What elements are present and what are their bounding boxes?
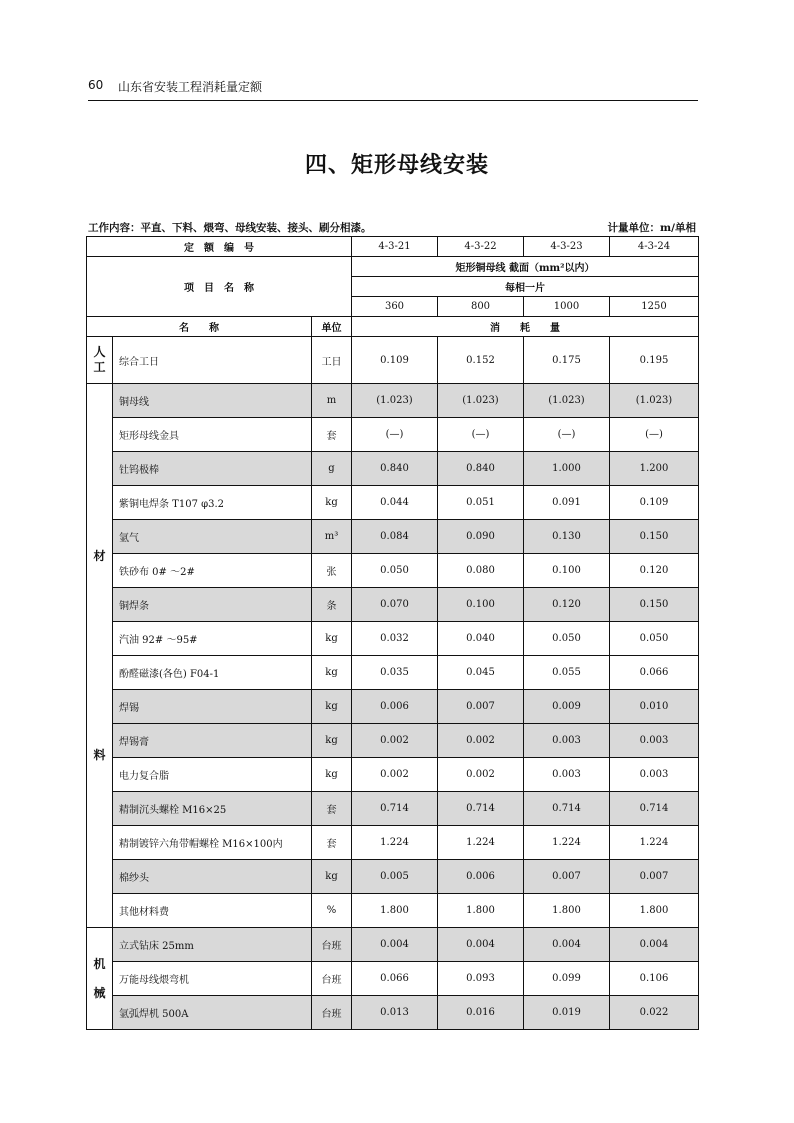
table-row: [87, 384, 699, 418]
consumption-value: 0.003: [524, 724, 610, 758]
consumption-value: 0.714: [438, 792, 524, 826]
resource-name: 其他材料费: [113, 894, 312, 928]
consumption-value: 0.003: [524, 758, 610, 792]
consumption-value: 0.080: [438, 554, 524, 588]
consumption-value: (—): [438, 418, 524, 452]
table-row: [87, 622, 699, 656]
consumption-value: 0.130: [524, 520, 610, 554]
consumption-value: (—): [524, 418, 610, 452]
table-row: [87, 452, 699, 486]
resource-unit: kg: [312, 860, 352, 894]
resource-name: 紫铜电焊条 T107 φ3.2: [113, 486, 312, 520]
consumption-value: 1.800: [438, 894, 524, 928]
consumption-value: 0.109: [352, 337, 438, 384]
consumption-value: (1.023): [524, 384, 610, 418]
resource-unit: kg: [312, 690, 352, 724]
consumption-value: 0.019: [524, 996, 610, 1030]
resource-unit: 套: [312, 418, 352, 452]
resource-unit: kg: [312, 758, 352, 792]
resource-name: 氩弧焊机 500A: [113, 996, 312, 1030]
quota-number-label: 定 额 编 号: [87, 237, 352, 257]
consumption-value: 0.032: [352, 622, 438, 656]
consumption-value: 1.800: [524, 894, 610, 928]
consumption-value: 1.224: [610, 826, 699, 860]
table-row: [87, 337, 699, 384]
resource-name: 汽油 92# ～95#: [113, 622, 312, 656]
resource-name: 立式钻床 25mm: [113, 928, 312, 962]
consumption-value: 0.002: [352, 758, 438, 792]
consumption-value: 0.100: [524, 554, 610, 588]
resource-unit: 张: [312, 554, 352, 588]
resource-unit: 台班: [312, 928, 352, 962]
quota-code: 4-3-23: [524, 237, 610, 257]
consumption-value: 0.120: [524, 588, 610, 622]
category-char: 料: [93, 747, 106, 762]
table-row: [87, 792, 699, 826]
consumption-value: 0.109: [610, 486, 699, 520]
consumption-value: 0.070: [352, 588, 438, 622]
table-row: [87, 588, 699, 622]
consumption-value: 0.004: [610, 928, 699, 962]
table-row: [87, 690, 699, 724]
consumption-value: 0.010: [610, 690, 699, 724]
category-char: 人工: [93, 345, 106, 374]
unit-note: 计量单位：m/单相: [607, 222, 696, 234]
resource-name: 万能母线煨弯机: [113, 962, 312, 996]
consumption-value: 0.091: [524, 486, 610, 520]
consumption-value: 0.007: [524, 860, 610, 894]
consumption-value: (1.023): [438, 384, 524, 418]
resource-name: 电力复合脂: [113, 758, 312, 792]
resource-name: 焊锡: [113, 690, 312, 724]
resource-unit: 工日: [312, 337, 352, 384]
consumption-value: 0.005: [352, 860, 438, 894]
consumption-value: 0.093: [438, 962, 524, 996]
category-material: [87, 384, 113, 928]
table-row: [87, 486, 699, 520]
consumption-value: 0.016: [438, 996, 524, 1030]
consumption-value: 0.044: [352, 486, 438, 520]
category-machine: [87, 928, 113, 1030]
table-row: [87, 962, 699, 996]
table-row: [87, 554, 699, 588]
quota-code: 4-3-22: [438, 237, 524, 257]
resource-name: 铜焊条: [113, 588, 312, 622]
book-title: 山东省安装工程消耗量定额: [118, 80, 263, 94]
table-row: [87, 894, 699, 928]
consumption-value: 0.004: [438, 928, 524, 962]
quota-table: [86, 236, 699, 1030]
resource-name: 铜母线: [113, 384, 312, 418]
col-name-header: 名 称: [87, 317, 312, 337]
table-row: [87, 860, 699, 894]
item-name-label: 项 目 名 称: [87, 257, 352, 317]
consumption-value: (1.023): [352, 384, 438, 418]
resource-unit: m: [312, 384, 352, 418]
consumption-value: 0.013: [352, 996, 438, 1030]
consumption-value: 0.004: [352, 928, 438, 962]
consumption-value: 0.022: [610, 996, 699, 1030]
resource-unit: 台班: [312, 996, 352, 1030]
consumption-value: 0.002: [352, 724, 438, 758]
resource-name: 钍钨极棒: [113, 452, 312, 486]
consumption-value: 0.006: [352, 690, 438, 724]
consumption-value: 0.120: [610, 554, 699, 588]
page-number: 60: [88, 78, 104, 92]
table-row: [87, 996, 699, 1030]
spec-subtitle: 每相一片: [352, 277, 699, 297]
consumption-value: 0.002: [438, 758, 524, 792]
resource-name: 综合工日: [113, 337, 312, 384]
consumption-value: 0.084: [352, 520, 438, 554]
consumption-value: 0.106: [610, 962, 699, 996]
consumption-value: 0.009: [524, 690, 610, 724]
consumption-value: 0.051: [438, 486, 524, 520]
resource-name: 精制镀锌六角带帽螺栓 M16×100内: [113, 826, 312, 860]
resource-name: 焊锡膏: [113, 724, 312, 758]
resource-unit: kg: [312, 622, 352, 656]
consumption-value: 1.224: [524, 826, 610, 860]
resource-unit: 套: [312, 826, 352, 860]
resource-unit: 条: [312, 588, 352, 622]
consumption-value: 0.100: [438, 588, 524, 622]
table-row: [87, 520, 699, 554]
table-row: [87, 758, 699, 792]
page-header: [88, 74, 698, 96]
table-row: [87, 826, 699, 860]
consumption-value: 1.800: [610, 894, 699, 928]
resource-name: 铁砂布 0# ～2#: [113, 554, 312, 588]
size-value: 360: [352, 297, 438, 317]
consumption-value: 0.150: [610, 588, 699, 622]
col-unit-header: 单位: [312, 317, 352, 337]
resource-name: 精制沉头螺栓 M16×25: [113, 792, 312, 826]
consumption-value: 0.090: [438, 520, 524, 554]
column-header-row: [87, 317, 699, 337]
resource-name: 氩气: [113, 520, 312, 554]
size-value: 1000: [524, 297, 610, 317]
consumption-value: 0.003: [610, 758, 699, 792]
resource-unit: %: [312, 894, 352, 928]
resource-unit: 台班: [312, 962, 352, 996]
table-row: [87, 656, 699, 690]
quota-code: 4-3-21: [352, 237, 438, 257]
consumption-value: 0.045: [438, 656, 524, 690]
size-value: 800: [438, 297, 524, 317]
section-title: 四、矩形母线安装: [304, 153, 489, 178]
resource-unit: m³: [312, 520, 352, 554]
consumption-value: 0.050: [610, 622, 699, 656]
consumption-value: 0.099: [524, 962, 610, 996]
consumption-value: 0.714: [524, 792, 610, 826]
resource-unit: kg: [312, 656, 352, 690]
consumption-value: (1.023): [610, 384, 699, 418]
consumption-value: 0.066: [610, 656, 699, 690]
consumption-value: (—): [610, 418, 699, 452]
col-consumption-header: 消 耗 量: [352, 317, 699, 337]
spec-title-row: [87, 257, 699, 277]
size-value: 1250: [610, 297, 699, 317]
resource-unit: kg: [312, 486, 352, 520]
consumption-value: (—): [352, 418, 438, 452]
consumption-value: 0.050: [352, 554, 438, 588]
work-content: 工作内容：平直、下料、煨弯、母线安装、接头、刷分相漆。: [88, 222, 372, 234]
consumption-value: 0.195: [610, 337, 699, 384]
consumption-value: 0.066: [352, 962, 438, 996]
consumption-value: 1.224: [352, 826, 438, 860]
resource-unit: 套: [312, 792, 352, 826]
spec-title: 矩形铜母线 截面（mm²以内）: [352, 257, 699, 277]
resource-name: 矩形母线金具: [113, 418, 312, 452]
resource-unit: kg: [312, 724, 352, 758]
consumption-value: 0.035: [352, 656, 438, 690]
consumption-value: 0.152: [438, 337, 524, 384]
resource-name: 棉纱头: [113, 860, 312, 894]
consumption-value: 1.224: [438, 826, 524, 860]
consumption-value: 0.175: [524, 337, 610, 384]
consumption-value: 0.006: [438, 860, 524, 894]
consumption-value: 1.800: [352, 894, 438, 928]
table-row: [87, 724, 699, 758]
category-char: 机: [93, 956, 106, 971]
quota-number-row: [87, 237, 699, 257]
header-rule: [88, 100, 698, 101]
table-row: [87, 928, 699, 962]
consumption-value: 0.840: [438, 452, 524, 486]
category-labor: [87, 337, 113, 384]
quota-code: 4-3-24: [610, 237, 699, 257]
consumption-value: 0.003: [610, 724, 699, 758]
consumption-value: 0.002: [438, 724, 524, 758]
consumption-value: 0.004: [524, 928, 610, 962]
consumption-value: 0.007: [438, 690, 524, 724]
category-char: 材: [93, 548, 106, 563]
consumption-value: 0.840: [352, 452, 438, 486]
consumption-value: 0.714: [352, 792, 438, 826]
consumption-value: 0.050: [524, 622, 610, 656]
consumption-value: 0.150: [610, 520, 699, 554]
consumption-value: 1.000: [524, 452, 610, 486]
consumption-value: 1.200: [610, 452, 699, 486]
category-char: 械: [93, 985, 106, 1000]
consumption-value: 0.714: [610, 792, 699, 826]
consumption-value: 0.055: [524, 656, 610, 690]
table-row: [87, 418, 699, 452]
resource-name: 酚醛磁漆(各色) F04-1: [113, 656, 312, 690]
consumption-value: 0.007: [610, 860, 699, 894]
consumption-value: 0.040: [438, 622, 524, 656]
resource-unit: g: [312, 452, 352, 486]
